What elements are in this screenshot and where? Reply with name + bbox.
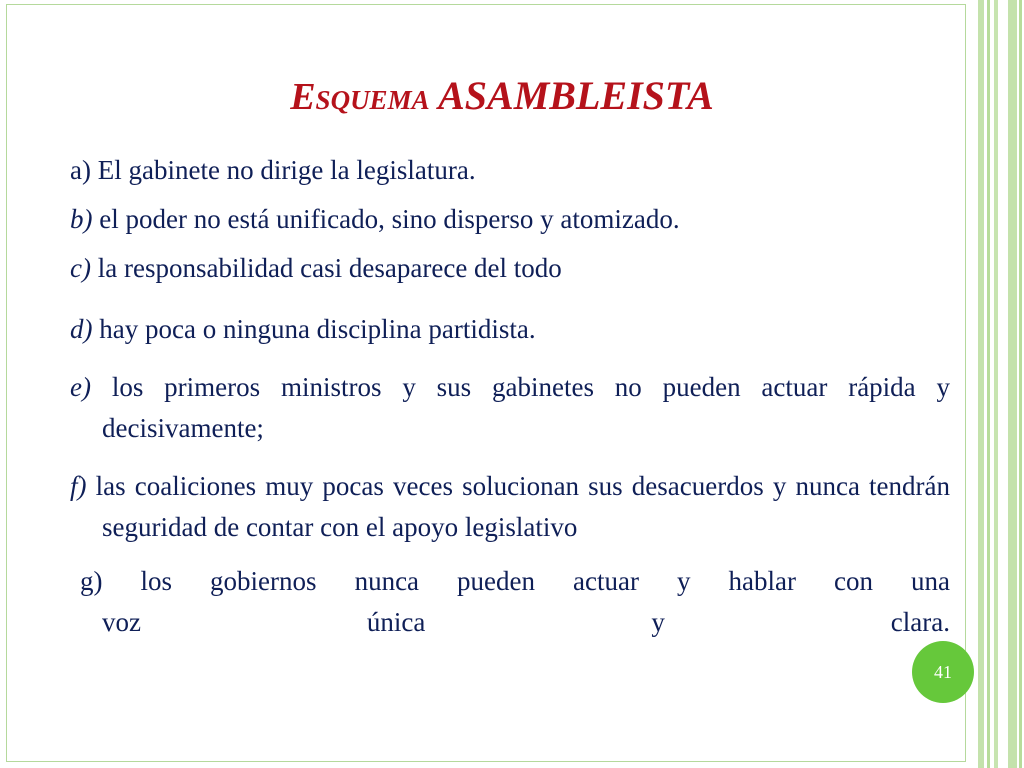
item-label: f) [70, 471, 87, 501]
list-item [70, 466, 950, 548]
decorative-stripe [1019, 0, 1022, 768]
decorative-stripe [1008, 0, 1017, 768]
list-item [70, 561, 950, 643]
item-label: b) [70, 204, 93, 234]
item-label: e) [70, 372, 91, 402]
item-text: el poder no está unificado, sino disperso y atomizado. [99, 204, 680, 234]
item-text: las coaliciones muy pocas veces solucionan sus desacuerdos y nunca tendrán seguridad de contar con el apoyo legislativo [95, 471, 950, 542]
item-text: los primeros ministros y sus gabinetes no pueden actuar rápida y decisivamente; [102, 372, 950, 443]
item-text: El gabinete no dirige la legislatura. [97, 155, 476, 185]
list-item [70, 309, 950, 350]
item-text: hay poca o ninguna disciplina partidista. [99, 314, 536, 344]
slide-body [70, 150, 950, 643]
item-label: d) [70, 314, 93, 344]
item-text: la responsabilidad casi desaparece del todo [97, 253, 562, 283]
item-text: los gobiernos nunca pueden actuar y hablar con una [140, 566, 950, 596]
list-item [70, 248, 950, 289]
item-text-continuation: voz única y clara. [102, 607, 950, 637]
item-label: c) [70, 253, 91, 283]
title-word-esquema: Esquema [290, 76, 430, 118]
list-item [70, 199, 950, 240]
list-item [70, 150, 950, 191]
item-label: a) [70, 155, 91, 185]
title-word-asambleista: ASAMBLEISTA [438, 73, 714, 118]
list-item [70, 367, 950, 449]
item-label: g) [80, 566, 103, 596]
slide-title [0, 72, 1004, 119]
page-number-badge: 41 [912, 641, 974, 703]
